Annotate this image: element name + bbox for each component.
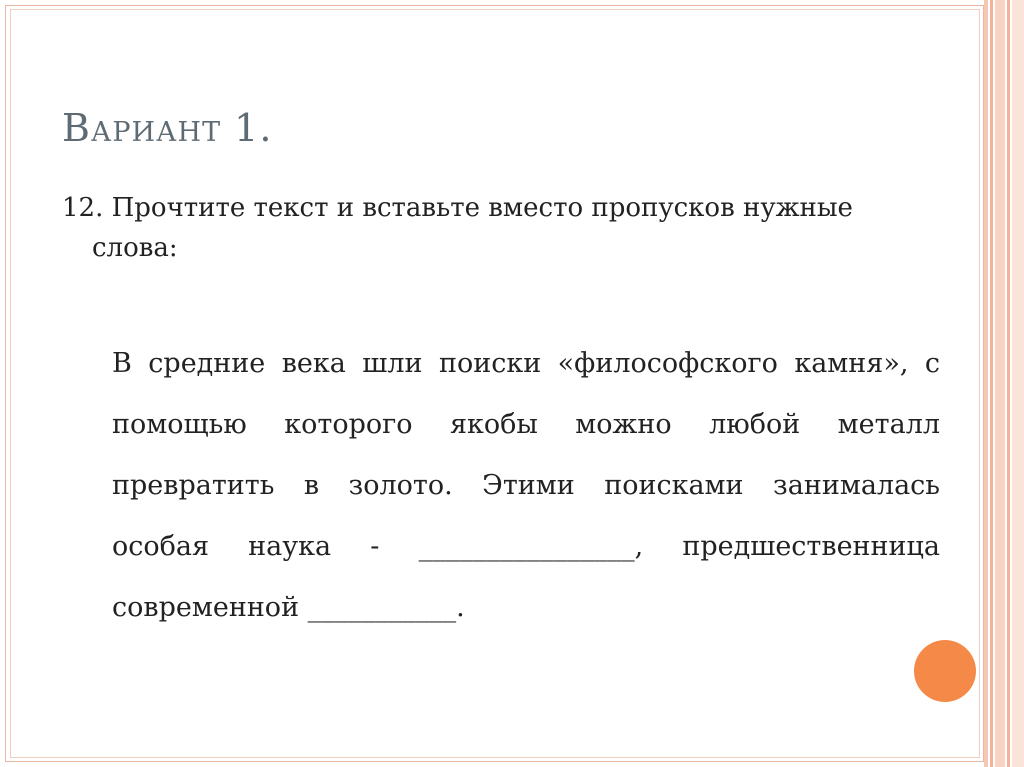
- task-instruction: 12. Прочтите текст и вставьте вместо пропусков нужные слова:: [62, 193, 853, 263]
- decorative-stripes: [984, 0, 1024, 767]
- stripe: [984, 0, 988, 767]
- stripe: [990, 0, 993, 767]
- slide-title-text: Вариант 1.: [62, 106, 273, 150]
- slide-title: [62, 106, 272, 150]
- stripe: [995, 0, 1005, 767]
- task-body-text: В средние века шли поиски «философского камня», с помощью которого якобы можно любой металл превратить в золото. Этими поисками занималась особая наука - ________________, предшественница современной ___________.: [112, 348, 940, 623]
- stripe: [1012, 0, 1024, 767]
- stripe: [1007, 0, 1010, 767]
- decorative-circle: [914, 640, 976, 702]
